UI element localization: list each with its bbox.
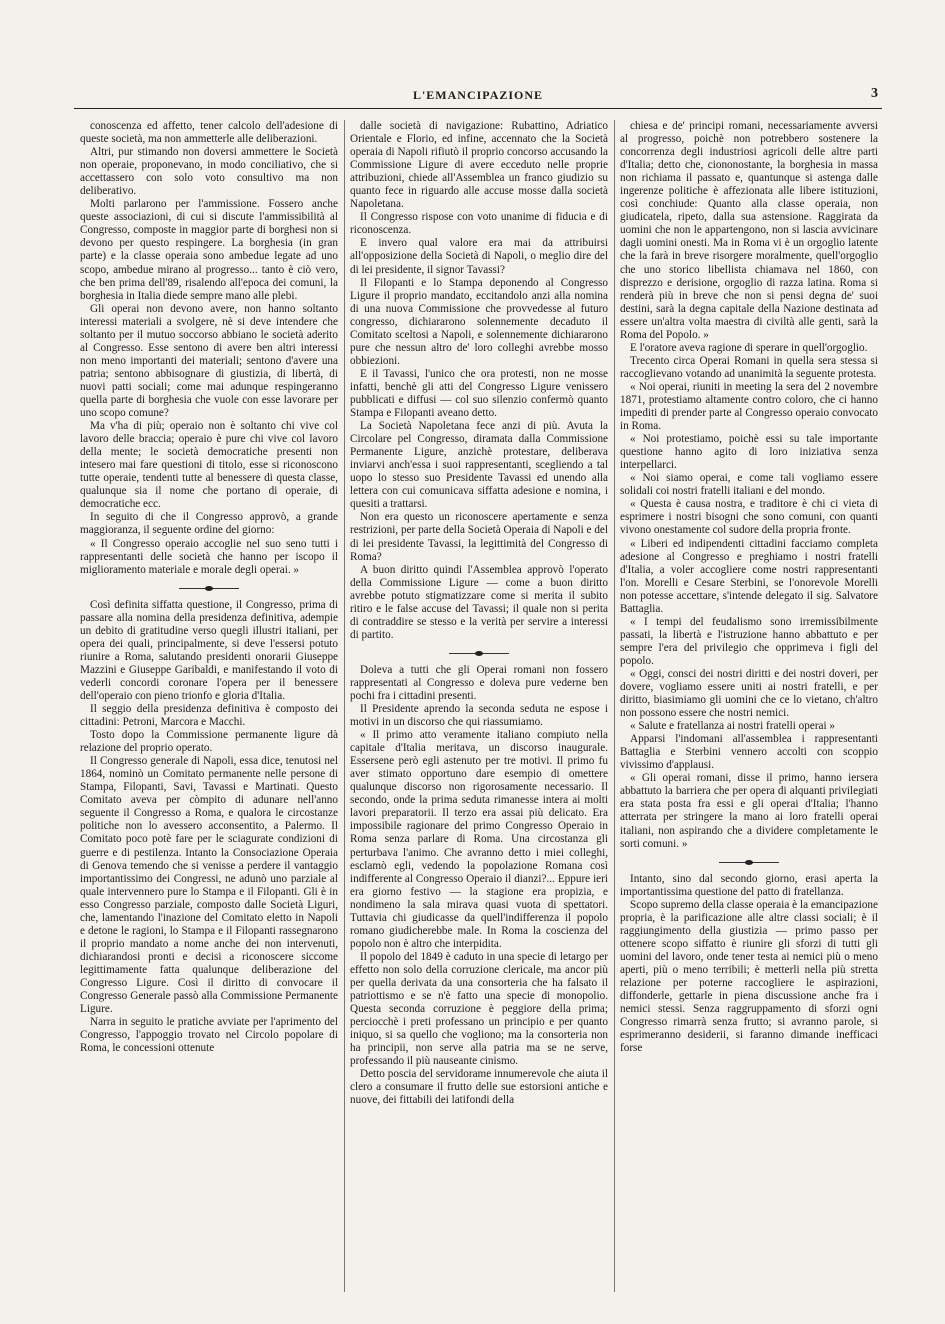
- column-2: [350, 120, 608, 1292]
- paragraph: Detto poscia del servidorame innumerevole che aiuta il clero a consumare il frutto delle sue estorsioni antiche e nuove, dei fittabili dei latifondi della: [350, 1068, 608, 1107]
- paragraph: « Noi siamo operai, e come tali vogliamo essere solidali coi nostri fratelli italiani e del mondo.: [620, 472, 878, 498]
- section-separator: [179, 586, 239, 592]
- paragraph: Molti parlarono per l'ammissione. Fossero anche queste associazioni, di cui si discute l'ammissibilità al Congresso, composte in maggior parte di borghesi non si devono per questo respingere. La borghesia (in gran parte) e la classe operaia sono ambedue legate ad uno scopo, ambedue mirano al progresso... tanto è ciò vero, che ben prima dell'89, risalendo all'epoca dei comuni, la borghesia in Italia diede sempre mano alle plebi.: [80, 198, 338, 302]
- paragraph: Il Filopanti e lo Stampa deponendo al Congresso Ligure il proprio mandato, eccitandolo anzi alla nomina di una nuova Commissione che provvedesse al futuro congresso, dichiararono solennemente decaduto il Comitato sceltosi a Napoli, e solennemente dichiararono pure che nessun altro de' loro colleghi avrebbe mosso obbiezioni.: [350, 276, 608, 367]
- paragraph: Ma v'ha di più; operaio non è soltanto chi vive col lavoro delle braccia; operaio è pure chi vive col lavoro della mente; le società democratiche presenti non intesero mai fare questioni di titolo, esse si riconoscono tutte operaie, tendenti tutte al benessere di questa classe, qualunque sia il nome che portano di operaie, di democratiche ecc.: [80, 420, 338, 511]
- paragraph: In seguito di che il Congresso approvò, a grande maggioranza, il seguente ordine del giorno:: [80, 511, 338, 537]
- paragraph: « I tempi del feudalismo sono irremissibilmente passati, la libertà e l'istruzione hanno abbattuto e per sempre l'era del privilegio che opprimeva i figli del popolo.: [620, 615, 878, 667]
- paragraph: « Salute e fratellanza ai nostri fratelli operai »: [630, 720, 836, 733]
- paragraph: « Questa è causa nostra, e traditore è chi ci vieta di esprimere i nostri bisogni che sono comuni, con quanti vivono onestamente col sudore della propria fronte.: [620, 498, 878, 537]
- paragraph: « Liberi ed indipendenti cittadini facciamo completa adesione al Congresso e preghiamo i nostri fratelli d'Italia, a voler accogliere come nostri rappresentanti l'on. Morelli e Cesare Sterbini, se l'onorevole Morelli non potesse accettare, s'intende delegato il sig. Salvatore Battaglia.: [620, 537, 878, 615]
- paragraph: Scopo supremo della classe operaia è la emancipazione propria, è la parificazione alle altre classi sociali; è il raggiungimento della giustizia — primo passo per ottenere scopo siffatto è riunire gli sforzi di tutti gli uomini del lavoro, onde tener testa ai nemici più o meno aperti, più o meno terribili; è metterli nella più stretta relazione per poterne raccogliere le aspirazioni, diffonderle, gettarle in piena discussione anche fra i nemici stessi. Senza raggruppamento di sforzi ogni Congresso rimarrà senza frutto; si avranno parole, si esprimeranno desiderii, si faranno dimande inefficaci forse: [620, 898, 878, 1055]
- paragraph: Il popolo del 1849 è caduto in una specie di letargo per effetto non solo della corruzione clericale, ma ancor più per quella derivata da una consorteria che ha falsato il patriottismo e se n'è fatto una specie di monopolio. Questa seconda corruzione è peggiore della prima; perciocchè i preti professano un principio e per quanto iniquo, si sa quello che vogliono; ma la consorteria non ha principii, non serve alla patria ma se ne serve, professando il più nauseante cinismo.: [350, 950, 608, 1068]
- column-3: [620, 120, 878, 1292]
- article-columns: [74, 120, 882, 1292]
- paragraph: Così definita siffatta questione, il Congresso, prima di passare alla nomina della presidenza definitiva, adempie un debito di gratitudine verso quegli illustri italiani, per opera dei quali, principalmente, si deve l'essersi potuto riunire a Roma, salutando presidenti onorarii Giuseppe Mazzini e Giuseppe Garibaldi, e manifestando il voto di vederli concordi coronare l'opera per il benessere dell'operaio con pieno trionfo e gloria d'Italia.: [80, 598, 338, 702]
- column-rule: [614, 120, 615, 1292]
- paragraph: chiesa e de' principi romani, necessariamente avversi al progresso, poichè non potrebbero sostenere la concorrenza degli industriosi agricoli delle altre parti d'Italia; detto che, ciononostante, la borghesia in massa non richiama il passato e, quantunque si astenga dalle ingerenze politiche è affezionata alle libere istituzioni, così conchiude: Quanto alla classe operaia, non giudicatela, ripeto, dalla sua astensione. Raggirata da uomini che non le appartengono, non si lascia avvicinare dagli uomini onesti. Ma in Roma vi è un orgoglio latente che la farà in breve risorgere moralmente, quell'orgoglio che uno storico libellista chiamava nel 1860, con disprezzo e derisione, orgoglio di razza latina. Roma si renderà più in breve che non si pensi degna de' suoi destini, sarà la degna capitale della Nazione destinata ad essere un'altra volta maestra di civiltà alle genti, sarà la Roma del Popolo. »: [620, 120, 878, 341]
- paragraph: « Gli operai romani, disse il primo, hanno iersera abbattuto la barriera che per opera di alquanti privilegiati era stata posta fra essi e gli operai d'Italia; l'hanno atterrata per stringere la mano ai loro fratelli operai italiani, non aspirando che a dividere completamente le sorti comuni. »: [620, 772, 878, 850]
- paragraph: « Il Congresso operaio accoglie nel suo seno tutti i rappresentanti delle società che hanno per iscopo il miglioramento materiale e morale degli operai. »: [80, 537, 338, 576]
- section-separator: [719, 860, 779, 866]
- paragraph: « Il primo atto veramente italiano compiuto nella capitale d'Italia meritava, un discorso inaugurale. Essersene però egli astenuto per tre motivi. Il primo fu aver stimato opportuno dare esempio di omettere qualunque discorso non rigorosamente necessario. Il secondo, onde la prima seduta rimanesse intera ai molti lavori preparatorii. Il terzo era assai più delicato. Era impossibile ragionare del primo Congresso Operaio in Roma senza parlare di Roma. Una circostanza gli perturbava l'animo. Che avranno detto i miei colleghi, esclamò egli, vedendo la popolazione Romana così indifferente al Congresso Operaio il dianzi?... Eppure ieri era giorno festivo — la stagione era propizia, e nondimeno la sala mirava quasi vuota di spettatori. Tuttavia chi giudicasse da quell'indifferenza il popolo romano giudicherebbe male. In Roma la coscienza del popolo non è altro che interpidita.: [350, 729, 608, 950]
- paragraph: « Oggi, consci dei nostri diritti e dei nostri doveri, per dovere, vogliamo essere uniti ai nostri fratelli, e per diritto, biasimiamo gli uomini che ce lo vietano, ch'altro non possono essere che nostri nemici.: [620, 667, 878, 720]
- paragraph: Il Congresso rispose con voto unanime di fiducia e di riconoscenza.: [350, 211, 608, 237]
- paragraph: E invero qual valore era mai da attribuirsi all'opposizione della Società di Napoli, o meglio dire del di lei presidente, il signor Tavassi?: [350, 237, 608, 276]
- paragraph: Il Congresso generale di Napoli, essa dice, tenutosi nel 1864, nominò un Comitato permanente nelle persone di Stampa, Filopanti, Savi, Tavassi e Martinati. Questo Comitato aveva per còmpito di adunare nell'anno seguente il Congresso a Roma, e qualora le circostanze politiche non lo avessero acconsentito, a Palermo. Il Comitato poco potè fare per le sciagurate condizioni di guerre e di pestilenza. Intanto la Consociazione Operaia di Genova temendo che si venisse a perdere il vantaggio importantissimo dei Congressi, ne adunò uno parziale al quale intervennero pure lo Stampa e il Filopanti. Gli è in esso Congresso parziale, composto dalle Società Liguri, che, lamentando l'inazione del Comitato eletto in Napoli e detone le ragioni, lo Stampa e il Filopanti rassegnarono il proprio mandato a nome anche dei non intervenuti, dichiarandosi pronti e decisi a riconoscere siccome legittimamente fatta qualunque deliberazione del Congresso Ligure. Così il diritto di convocare il Congresso Generale passò alla Commissione Permanente Ligure.: [80, 755, 338, 1016]
- paragraph: Tosto dopo la Commissione permanente ligure dà relazione del proprio operato.: [80, 729, 338, 755]
- paragraph: E l'oratore aveva ragione di sperare in quell'orgoglio.: [630, 341, 868, 354]
- paragraph: Non era questo un riconoscere apertamente e senza restrizioni, per parte della Società Operaia di Napoli e del di lei presidente Tavassi, la legittimità del Congresso di Roma?: [350, 511, 608, 563]
- column-1: [80, 120, 338, 1292]
- paragraph: Doleva a tutti che gli Operai romani non fossero rappresentati al Congresso e doleva pure vederne ben pochi fra i cittadini presenti.: [350, 663, 608, 702]
- newspaper-page: [74, 86, 882, 1292]
- paragraph: Intanto, sino dal secondo giorno, erasi aperta la importantissima questione del patto di fratellanza.: [620, 872, 878, 898]
- paragraph: A buon diritto quindi l'Assemblea approvò l'operato della Commissione Ligure — come a buon diritto avrebbe potuto stigmatizzare come si merita il subito ritiro e le false accuse del Tavassi; il quale non si perita di contraddire se stesso e la verità per servire a interessi di partito.: [350, 563, 608, 641]
- paragraph: dalle società di navigazione: Rubattino, Adriatico Orientale e Florio, ed infine, accennato che la Società operaia di Napoli rifiutò il proprio concorso accusando la Commissione Ligure di avere ecceduto nelle proprie attribuzioni, chiede all'Assemblea un franco giudizio su quanto fece in riguardo alle accuse mosse dalla società Napoletana.: [350, 120, 608, 211]
- paragraph: « Noi operai, riuniti in meeting la sera del 2 novembre 1871, protestiamo altamente contro coloro, che ci hanno impediti di prender parte al Congresso operaio convocato in Roma.: [620, 380, 878, 433]
- paragraph: Il Presidente aprendo la seconda seduta ne espose i motivi in un discorso che qui riassumiamo.: [350, 703, 608, 729]
- paragraph: Apparsi l'indomani all'assemblea i rappresentanti Battaglia e Sterbini vennero accolti con scoppio vivissimo d'applausi.: [620, 733, 878, 772]
- paragraph: Altri, pur stimando non doversi ammettere le Società non operaie, proponevano, in modo conciliativo, che si accettassero con solo voto consultivo ma non deliberativo.: [80, 146, 338, 198]
- section-separator: [449, 651, 509, 657]
- paragraph: La Società Napoletana fece anzi di più. Avuta la Circolare pel Congresso, diramata dalla Commissione Permanente Ligure, anzichè protestare, deliberava inviarvi anch'essa i suoi rappresentanti, scegliendo a tal uopo lo stesso suo Presidente Tavassi ed unendo alla lettera con cui comunicava siffatta adesione e nomina, i quesiti a trattarsi.: [350, 420, 608, 511]
- paragraph: Trecento circa Operai Romani in quella sera stessa si raccoglievano votando ad unanimità la seguente protesta.: [620, 354, 878, 380]
- masthead: [74, 86, 882, 109]
- newspaper-title: L'EMANCIPAZIONE: [412, 88, 544, 102]
- paragraph: Gli operai non devono avere, non hanno soltanto interessi materiali a svolgere, nè si deve intendere che soltanto per il mutuo soccorso abbiano le società aderito al Congresso. Esse sentono di avere ben altri interessi non meno importanti dei materiali; sentono d'avere una patria; sentono abbisognare di giustizia, di libertà, di nuovi patti sociali; come mai adunque respingeranno quella parte di borghesia che vuole con esse lavorare per uno scopo comune?: [80, 302, 338, 420]
- column-rule: [344, 120, 345, 1292]
- page-number: 3: [871, 86, 878, 101]
- paragraph: E il Tavassi, l'unico che ora protesti, non ne mosse infatti, benchè gli atti del Congresso Ligure venissero pubblicati e diffusi — col suo silenzio confermò quanto Stampa e Filopanti aveano detto.: [350, 367, 608, 420]
- paragraph: « Noi protestiamo, poichè essi su tale importante questione hanno agito di loro iniziativa senza interpellarci.: [620, 433, 878, 472]
- paragraph: Narra in seguito le pratiche avviate per l'aprimento del Congresso, l'appoggio trovato nel Circolo popolare di Roma, le concessioni ottenute: [80, 1016, 338, 1055]
- paragraph: conoscenza ed affetto, tener calcolo dell'adesione di queste società, ma non ammetterle alle deliberazioni.: [80, 120, 338, 146]
- paragraph: Il seggio della presidenza definitiva è composto dei cittadini: Petroni, Marcora e Macchi.: [80, 703, 338, 729]
